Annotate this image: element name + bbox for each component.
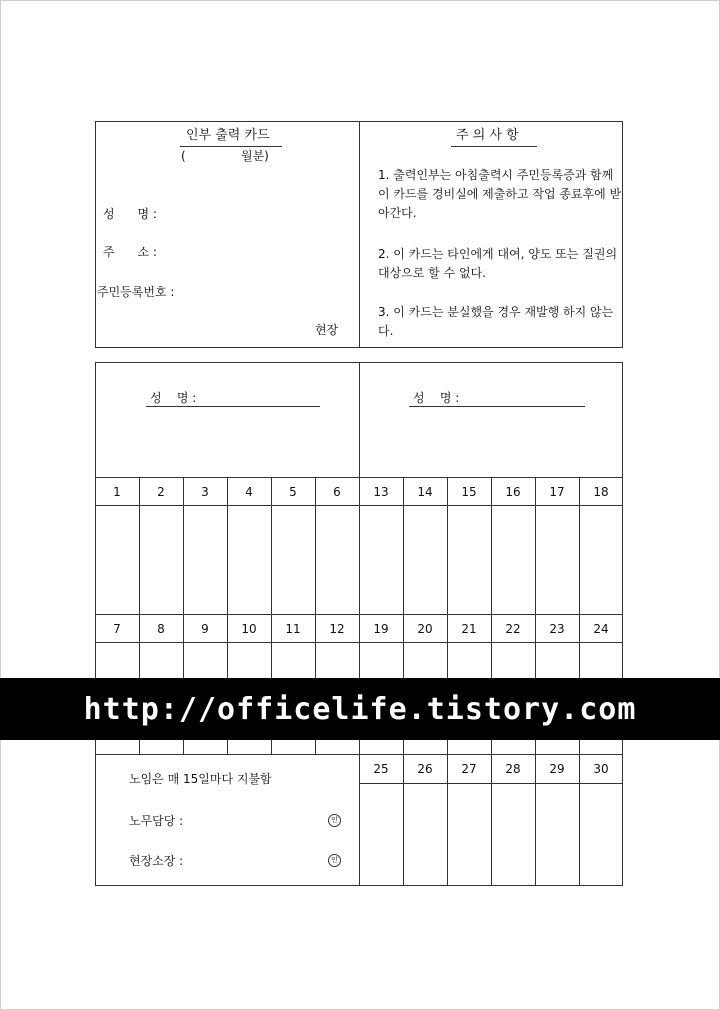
day-number: 5 [289, 485, 297, 499]
watermark-url: http://officelife.tistory.com [83, 691, 637, 727]
day-number: 26 [417, 762, 433, 776]
day-number: 17 [549, 485, 565, 499]
grid-line-row1-label [95, 505, 623, 506]
watermark-banner [0, 678, 720, 740]
day-number: 23 [549, 622, 565, 636]
day-number: 2 [157, 485, 165, 499]
month-open-paren: ( [181, 149, 186, 163]
day-number: 1 [113, 485, 121, 499]
site-manager-label: 현장소장 : [129, 854, 184, 868]
month-label: 월분) [241, 149, 269, 163]
day-number: 3 [201, 485, 209, 499]
day-number: 21 [461, 622, 477, 636]
day-number: 20 [417, 622, 433, 636]
name-label: 성 명 : [103, 207, 157, 221]
attendance-name-right: 성 명 : [413, 391, 460, 405]
card-title: 인부 출력 카드 [186, 128, 270, 143]
day-number: 18 [593, 485, 609, 499]
day-number: 19 [373, 622, 389, 636]
day-number: 14 [417, 485, 433, 499]
payment-note: 노임은 매 15일마다 지불함 [129, 772, 272, 786]
labor-seal-icon: 인 [328, 814, 341, 827]
card-title-underline [180, 146, 282, 147]
day-number: 15 [461, 485, 477, 499]
grid-line-row1-top [95, 477, 623, 478]
manager-seal-icon: 인 [328, 854, 341, 867]
rrn-label: 주민등록번호 : [97, 285, 175, 299]
day-number: 4 [245, 485, 253, 499]
day-number: 12 [329, 622, 345, 636]
day-number: 13 [373, 485, 389, 499]
day-number: 29 [549, 762, 565, 776]
day-number: 9 [201, 622, 209, 636]
day-number: 27 [461, 762, 477, 776]
notice-title: 주 의 사 항 [456, 128, 519, 143]
grid-line-row2-top [95, 614, 623, 615]
notice-item-2: 2. 이 카드는 타인에게 대여, 양도 또는 질권의 대상으로 할 수 없다. [378, 247, 618, 280]
labor-manager-label: 노무담당 : [129, 814, 184, 828]
day-number: 25 [373, 762, 389, 776]
grid-line-row2-label [95, 642, 623, 643]
day-number: 11 [285, 622, 301, 636]
day-number: 10 [241, 622, 257, 636]
notice-item-3: 3. 이 카드는 분실했을 경우 재발행 하지 않는다. [378, 305, 614, 338]
attendance-name-left: 성 명 : [150, 391, 197, 405]
day-number: 7 [113, 622, 121, 636]
notice-item-1: 1. 출력인부는 아침출력시 주민등록증과 함께 이 카드를 경비실에 제출하고 작업 종료후에 받아간다. [378, 168, 622, 220]
day-number: 24 [593, 622, 609, 636]
day-number: 16 [505, 485, 521, 499]
day-number: 6 [333, 485, 341, 499]
day-number: 28 [505, 762, 521, 776]
day-number: 30 [593, 762, 609, 776]
notice-title-underline [451, 146, 537, 147]
address-label: 주 소 : [103, 245, 157, 259]
attendance-name-right-line [409, 406, 585, 407]
top-card-divider [359, 121, 360, 348]
day-number: 8 [157, 622, 165, 636]
grid-line-row2-bottom [95, 754, 623, 755]
site-label: 현장 [315, 323, 339, 337]
day-number: 22 [505, 622, 521, 636]
attendance-name-left-line [146, 406, 320, 407]
